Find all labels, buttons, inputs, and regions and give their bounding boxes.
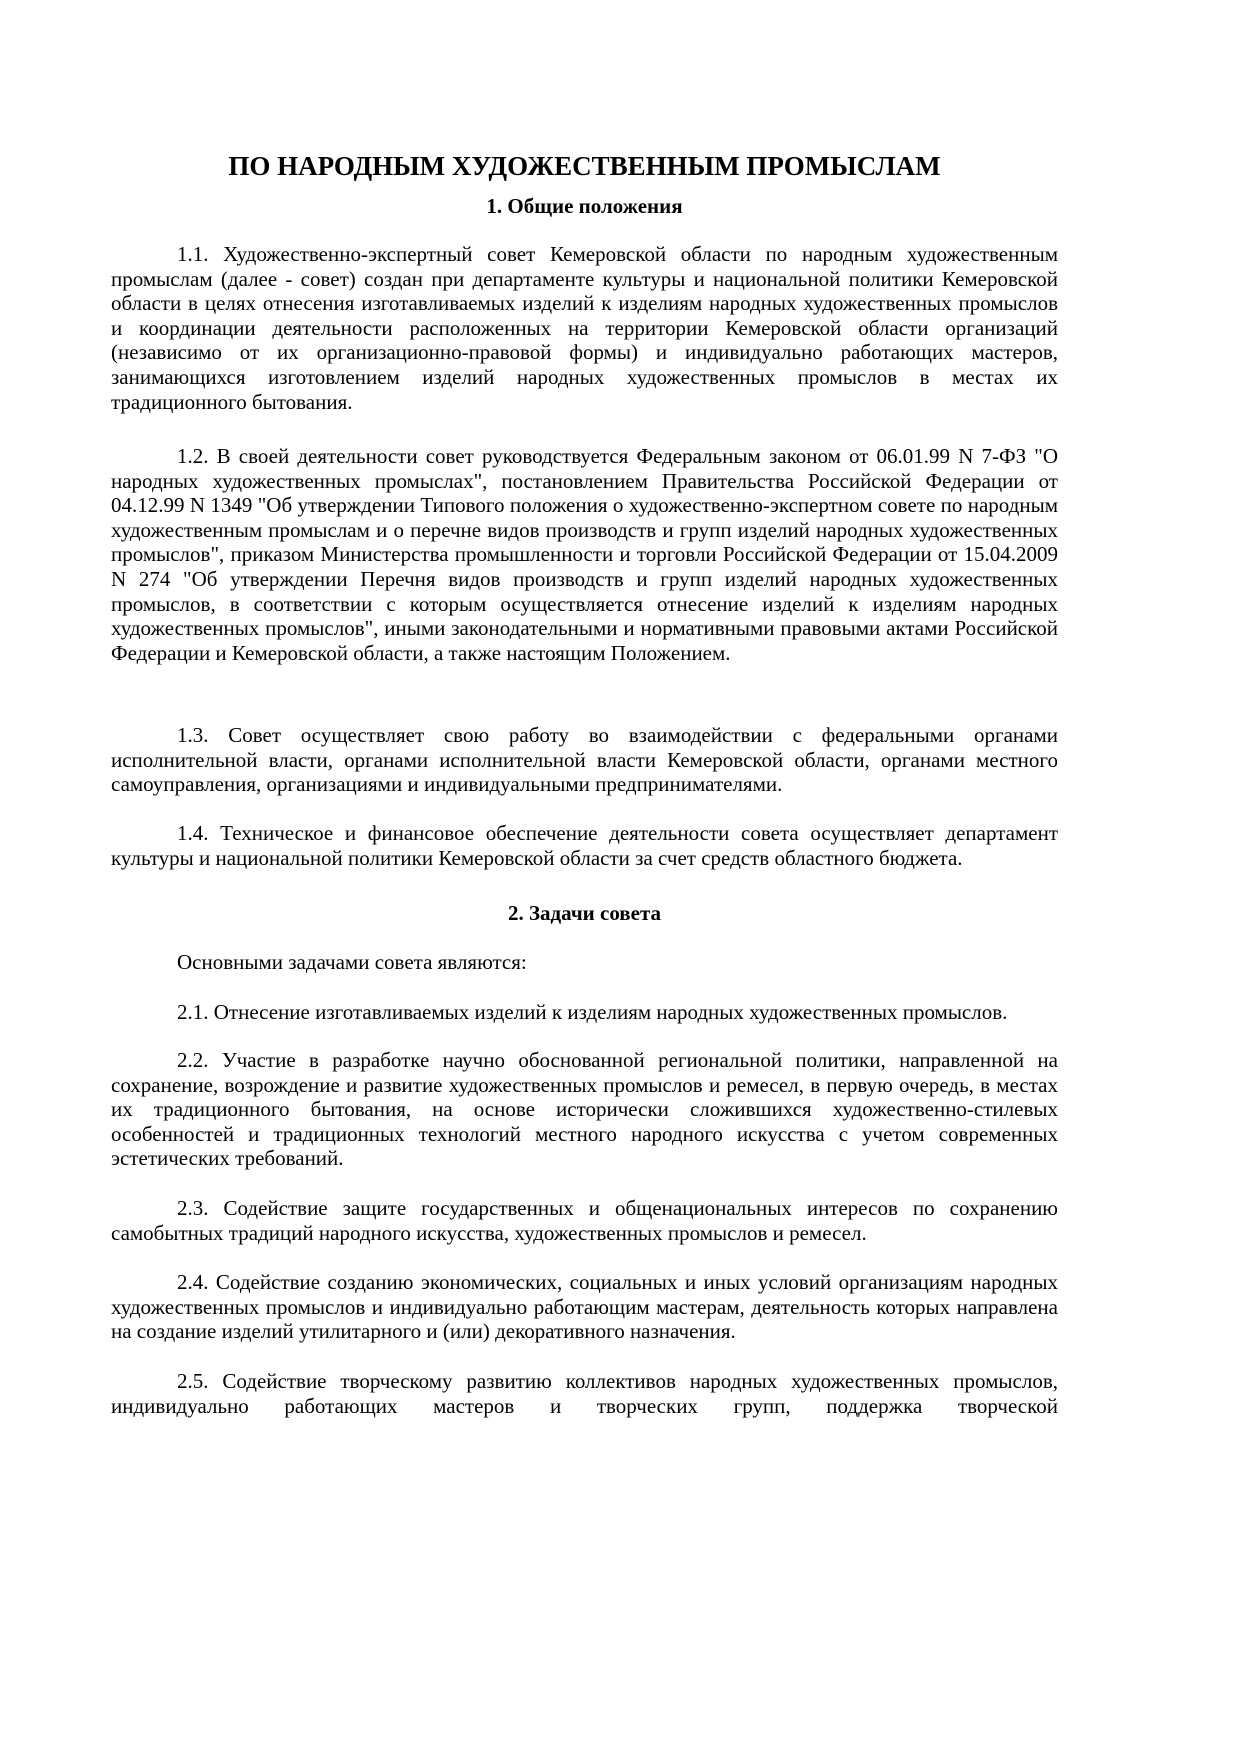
paragraph-2-5: 2.5. Содействие творческому развитию коллективов народных художественных промыслов, индивидуально работающих мастеров и творческих групп, поддержка творческой [111, 1369, 1058, 1418]
paragraph-2-3: 2.3. Содействие защите государственных и общенациональных интересов по сохранению самобытных традиций народного искусства, художественных промыслов и ремесел. [111, 1196, 1058, 1245]
paragraph-1-4: 1.4. Техническое и финансовое обеспечение деятельности совета осуществляет департамент культуры и национальной политики Кемеровской области за счет средств областного бюджета. [111, 821, 1058, 870]
paragraph-2-4: 2.4. Содействие созданию экономических, социальных и иных условий организациям народных художественных промыслов и индивидуально работающим мастерам, деятельность которых направлена на создание изделий утилитарного и (или) декоративного назначения. [111, 1270, 1058, 1344]
paragraph-1-1: 1.1. Художественно-экспертный совет Кемеровской области по народным художественным промыслам (далее - совет) создан при департаменте культуры и национальной политики Кемеровской области в целях отнесения изготавливаемых изделий к изделиям народных художественных промыслов и координации деятельности расположенных на территории Кемеровской области организаций (независимо от их организационно-правовой формы) и индивидуально работающих мастеров, занимающихся изготовлением изделий народных художественных промыслов в местах их традиционного бытования. [111, 242, 1058, 414]
paragraph-2-1: 2.1. Отнесение изготавливаемых изделий к изделиям народных художественных промыслов. [177, 1000, 1008, 1024]
section-heading-general-provisions: 1. Общие положения [486, 194, 683, 218]
paragraph-1-2: 1.2. В своей деятельности совет руководствуется Федеральным законом от 06.01.99 N 7-ФЗ "О народных художественных промыслах", постановлением Правительства Российской Федерации от 04.12.99 N 1349 "Об утверждении Типового положения о художественно-экспертном совете по народным художественным промыслам и о перечне видов производств и групп изделий народных художественных промыслов", приказом Министерства промышленности и торговли Российской Федерации от 15.04.2009 N 274 "Об утверждении Перечня видов производств и групп изделий народных художественных промыслов, в соответствии с которым осуществляется отнесение изделий к изделиям народных художественных промыслов", иными законодательными и нормативными правовыми актами Российской Федерации и Кемеровской области, а также настоящим Положением. [111, 444, 1058, 665]
paragraph-1-3: 1.3. Совет осуществляет свою работу во взаимодействии с федеральными органами исполнительной власти, органами исполнительной власти Кемеровской области, органами местного самоуправления, организациями и индивидуальными предпринимателями. [111, 723, 1058, 797]
document-title: ПО НАРОДНЫМ ХУДОЖЕСТВЕННЫМ ПРОМЫСЛАМ [228, 151, 941, 181]
paragraph-tasks-intro: Основными задачами совета являются: [177, 950, 527, 974]
paragraph-2-2: 2.2. Участие в разработке научно обоснованной региональной политики, направленной на сохранение, возрождение и развитие художественных промыслов и ремесел, в первую очередь, в местах их традиционного бытования, на основе исторически сложившихся художественно-стилевых особенностей и традиционных технологий местного народного искусства с учетом современных эстетических требований. [111, 1048, 1058, 1171]
section-heading-council-tasks: 2. Задачи совета [507, 901, 662, 925]
